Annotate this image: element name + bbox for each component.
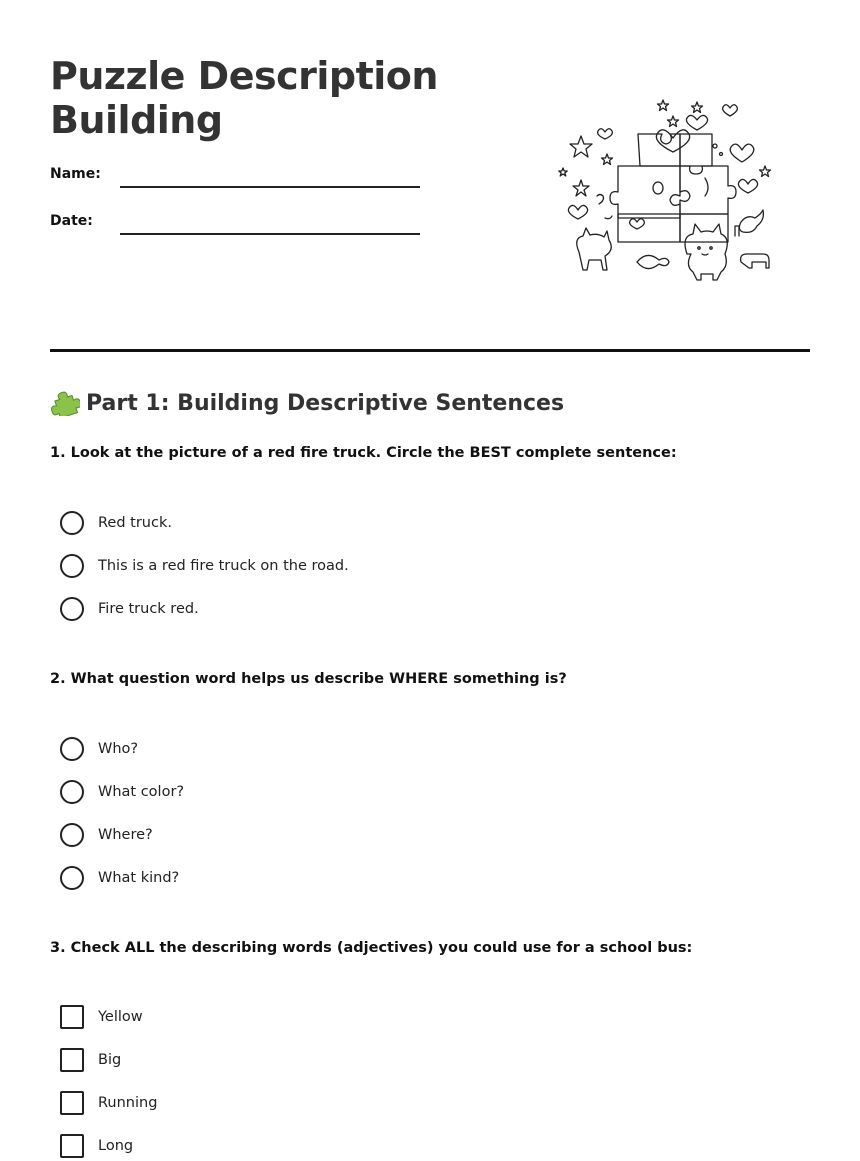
option-label: What color? [98,784,185,800]
option-label: This is a red fire truck on the road. [98,558,349,574]
q3-option-3[interactable] [60,1091,760,1117]
date-line[interactable] [120,233,420,235]
worksheet-title: Puzzle Description Building [50,54,438,142]
cat-doodle-left [577,228,612,270]
radio-circle[interactable] [60,597,84,621]
question-2: 2. What question word helps us describe WHERE something is? [50,671,567,687]
option-label: Where? [98,827,153,843]
date-label: Date: [50,213,93,229]
radio-circle[interactable] [60,737,84,761]
section-heading [50,386,810,422]
option-label: Who? [98,741,139,757]
radio-circle[interactable] [60,866,84,890]
q3-option-4[interactable] [60,1134,760,1160]
radio-circle[interactable] [60,554,84,578]
name-field[interactable] [50,166,420,190]
option-label: Big [98,1052,122,1068]
star-doodle [570,136,592,157]
checkbox[interactable] [60,1005,84,1029]
checkbox[interactable] [60,1091,84,1115]
question-3: 3. Check ALL the describing words (adjectives) you could use for a school bus: [50,940,693,956]
bird-doodle [739,210,763,232]
puzzle-piece-top-left [638,134,680,166]
section-divider [50,349,810,352]
option-label: Running [98,1095,158,1111]
cat-doodle-center [685,224,727,280]
radio-circle[interactable] [60,511,84,535]
dog-doodle-right [741,254,769,268]
option-label: What kind? [98,870,180,886]
section-title: Part 1: Building Descriptive Sentences [86,391,565,416]
q1-option-2[interactable] [60,554,760,580]
puzzle-doodle-illustration [555,92,780,290]
name-label: Name: [50,166,101,182]
worksheet-page [50,0,810,1161]
q3-option-1[interactable] [60,1005,760,1031]
q2-option-3[interactable] [60,823,760,849]
option-label: Fire truck red. [98,601,199,617]
fish-doodle [637,255,669,268]
date-field[interactable] [50,213,420,237]
puzzle-piece-top-right [680,134,712,174]
name-line[interactable] [120,186,420,188]
q1-option-1[interactable] [60,511,760,537]
option-label: Long [98,1138,134,1154]
radio-circle[interactable] [60,780,84,804]
radio-circle[interactable] [60,823,84,847]
q3-option-2[interactable] [60,1048,760,1074]
q2-option-4[interactable] [60,866,760,892]
q2-option-2[interactable] [60,780,760,806]
checkbox[interactable] [60,1048,84,1072]
question-1: 1. Look at the picture of a red fire truck. Circle the BEST complete sentence: [50,445,677,461]
option-label: Red truck. [98,515,172,531]
checkbox[interactable] [60,1134,84,1158]
q1-option-3[interactable] [60,597,760,623]
puzzle-piece-mid-left [610,166,680,218]
q2-option-1[interactable] [60,737,760,763]
puzzle-piece-icon [50,386,80,416]
option-label: Yellow [98,1009,143,1025]
